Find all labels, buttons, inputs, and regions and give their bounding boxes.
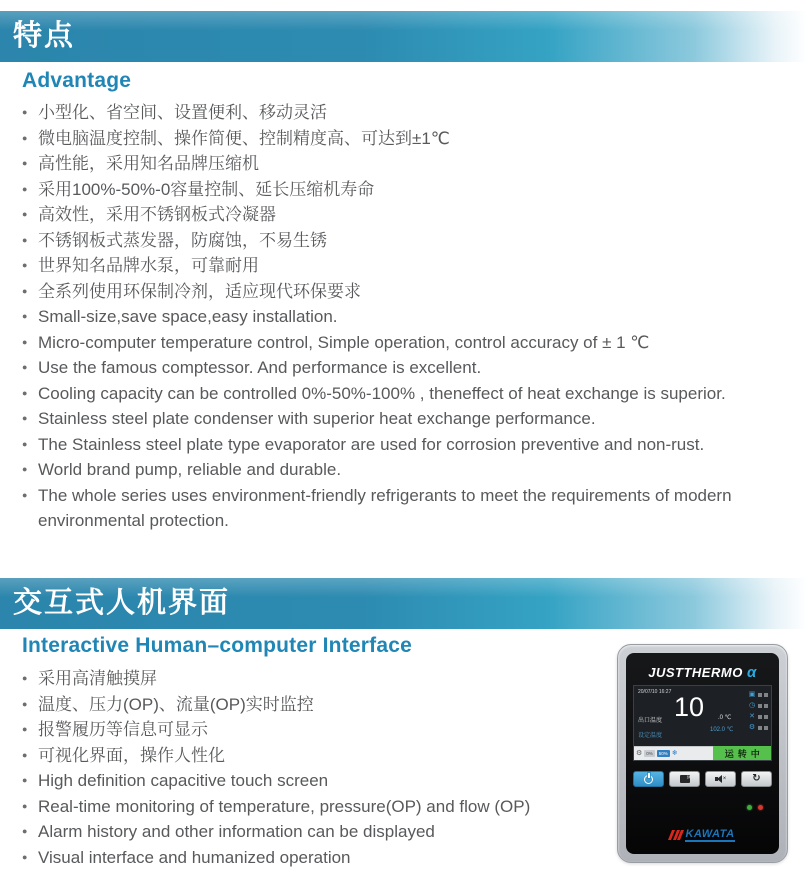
list-item: ● Small-size,save space,easy installation. [22, 304, 800, 330]
touch-screen [633, 685, 772, 761]
outlet-temp-label: 出口温度 [638, 718, 663, 724]
section1-title: 特点 [13, 20, 76, 52]
icon-row [748, 702, 768, 709]
reset-button [741, 771, 772, 787]
indicator-square [764, 704, 768, 708]
indicator-square [758, 693, 762, 697]
screen-timestamp: 20/07/10 16:27 [638, 689, 672, 695]
brand-name: JUSTTHERMO [648, 665, 743, 680]
list-item: ● Cooling capacity can be controlled 0%-50%-100% , theneffect of heat exchange is superior. [22, 381, 800, 407]
icon-row [748, 724, 768, 731]
list-item: ● 全系列使用环保制冷剂，适应现代环保要求 [22, 279, 794, 305]
display-button [669, 771, 700, 787]
icon-row [748, 691, 768, 698]
advantage-list-chinese [22, 100, 794, 304]
section1-subtitle: Advantage [22, 69, 132, 92]
settings-icon: ⚙ [748, 724, 756, 731]
tools-icon: ✕ [749, 713, 755, 720]
indicator-square [764, 715, 768, 719]
indicator-square [764, 726, 768, 730]
section2-title: 交互式人机界面 [13, 587, 231, 619]
mute-button [705, 771, 736, 787]
gear-icon: ⚙ [636, 750, 643, 757]
list-item: ● Use the famous comptessor. And performance is excellent. [22, 355, 800, 381]
list-item: ● High definition capacitive touch screen [22, 768, 612, 794]
list-item: ● Real-time monitoring of temperature, pressure(OP) and flow (OP) [22, 794, 612, 820]
interface-list-english [22, 768, 612, 870]
section2-subtitle: Interactive Human–computer Interface [22, 634, 412, 657]
indicator-square [764, 693, 768, 697]
advantage-list-english [22, 304, 800, 534]
section2-header-bar [0, 578, 807, 629]
list-item: ● The Stainless steel plate type evaporator are used for corrosion preventive and non-rust. [22, 432, 800, 458]
list-item: ● 不锈钢板式蒸发器，防腐蚀，不易生锈 [22, 228, 794, 254]
controller-front-panel [626, 653, 779, 854]
indicator-square [758, 715, 762, 719]
list-item: ● Alarm history and other information can be displayed [22, 819, 612, 845]
list-item: ● Micro-computer temperature control, Simple operation, control accuracy of ± 1 ℃ [22, 330, 800, 356]
reset-icon: ↻ [752, 773, 761, 784]
list-item: ● 采用高清触摸屏 [22, 666, 607, 692]
list-item: ● 采用100%-50%-0容量控制、延长压缩机寿命 [22, 177, 794, 203]
list-item: ● 高性能，采用知名品牌压缩机 [22, 151, 794, 177]
capacity-0-chip: 0% [646, 751, 653, 756]
interface-list-chinese [22, 666, 607, 768]
kawata-logo-text: KAWATA [685, 828, 735, 840]
set-temperature-value: 102.0 ℃ [710, 727, 734, 733]
green-led [747, 805, 752, 810]
capacity-control-strip [634, 746, 713, 760]
section1-header-bar [0, 11, 807, 62]
indicator-square [758, 704, 762, 708]
monitor-icon: ▣ [748, 691, 756, 698]
speaker-mute-icon: × [715, 775, 727, 783]
brand-alpha: α [746, 664, 757, 681]
clock-icon: ◷ [748, 702, 756, 709]
list-item: ● 高效性，采用不锈钢板式冷凝器 [22, 202, 794, 228]
power-icon [644, 775, 653, 784]
list-item: ● 温度、压力(OP)、流量(OP)实时监控 [22, 692, 607, 718]
temperature-unit: .0 ℃ [718, 715, 732, 721]
list-item: ● 世界知名品牌水泵，可靠耐用 [22, 253, 794, 279]
display-icon [680, 775, 690, 783]
list-item: ● 报警履历等信息可显示 [22, 717, 607, 743]
temperature-readout: 10 [674, 692, 705, 722]
device-button-row [633, 771, 772, 787]
list-item: ● Visual interface and humanized operation [22, 845, 612, 871]
capacity-50-chip: 50% [658, 751, 668, 756]
logo-stripes [670, 830, 682, 840]
indicator-square [758, 726, 762, 730]
running-status-badge: 运转中 [713, 746, 771, 760]
red-led [758, 805, 763, 810]
controller-product-photo [617, 644, 788, 863]
list-item: ● 小型化、省空间、设置便利、移动灵活 [22, 100, 794, 126]
kawata-logo [626, 828, 779, 842]
status-leds [747, 805, 763, 810]
brand-logotype [626, 664, 779, 681]
list-item: ● 微电脑温度控制、操作简便、控制精度高、可达到±1℃ [22, 126, 794, 152]
icon-row [748, 713, 768, 720]
list-item: ● 可视化界面，操作人性化 [22, 743, 607, 769]
power-button [633, 771, 664, 787]
set-temp-label: 设定温度 [638, 733, 663, 739]
list-item: ● Stainless steel plate condenser with superior heat exchange performance. [22, 406, 800, 432]
list-item: ● World brand pump, reliable and durable. [22, 457, 800, 483]
screen-icon-column [748, 691, 768, 735]
snowflake-icon: ❄ [671, 750, 678, 757]
list-item: ● The whole series uses environment-friendly refrigerants to meet the requirements of modern environmental protection. [22, 483, 800, 534]
screen-bottom-bar [634, 746, 771, 760]
